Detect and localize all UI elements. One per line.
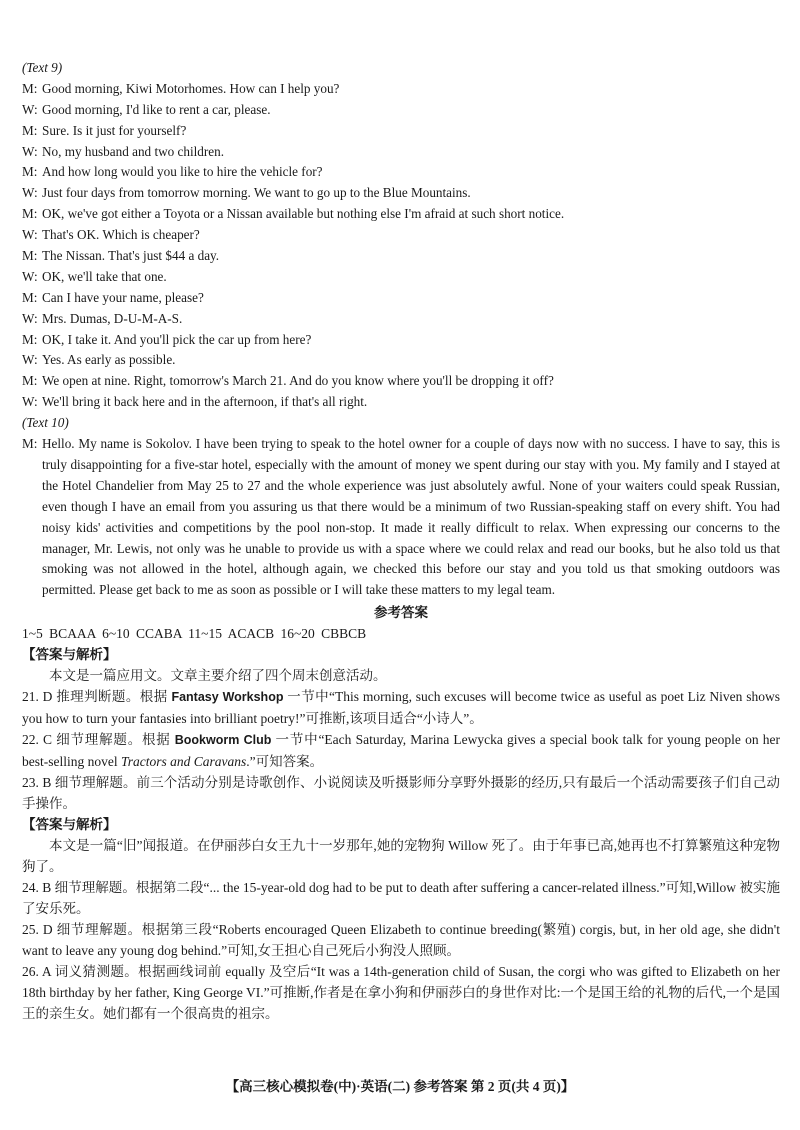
dialogue-text: Sure. Is it just for yourself? [42, 122, 187, 138]
dialogue-text: And how long would you like to hire the vehicle for? [42, 164, 323, 180]
document-page [22, 58, 780, 1024]
dialogue-line [22, 121, 780, 142]
speaker-label: M: [22, 164, 38, 180]
page-footer: 【高三核心模拟卷(中)·英语(二) 参考答案 第 2 页(共 4 页)】 [225, 1079, 575, 1094]
q21-keyword: Fantasy Workshop [171, 690, 284, 705]
dialogue-line [22, 371, 780, 392]
explanation-tag-2: 【答案与解析】 [22, 817, 117, 833]
dialogue-text: Good morning, I'd like to rent a car, please. [42, 101, 271, 117]
dialogue-text: Yes. As early as possible. [42, 352, 176, 368]
speaker-label: W: [22, 310, 38, 326]
dialogue-line [22, 288, 780, 309]
speaker-label: W: [22, 227, 38, 243]
dialogue-line [22, 267, 780, 288]
dialogue-line [22, 246, 780, 267]
dialogue-text: OK, we've got either a Toyota or a Nissan available but nothing else I'm afraid at such short notice. [42, 206, 565, 222]
dialogue-text: We'll bring it back here and in the afternoon, if that's all right. [42, 394, 368, 410]
speaker-label: W: [22, 185, 38, 201]
answer-key: 1~5 BCAAA 6~10 CCABA 11~15 ACACB 16~20 CBBCB [22, 626, 367, 642]
dialogue-text: Mrs. Dumas, D-U-M-A-S. [42, 310, 183, 326]
speaker-label: M: [22, 331, 38, 347]
dialogue-line [22, 100, 780, 121]
dialogue-line [22, 350, 780, 371]
speaker-label: M: [22, 373, 38, 389]
q22-keyword: Bookworm Club [174, 733, 272, 748]
explanation-25: 25. D 细节理解题。根据第三段“Roberts encouraged Queen Elizabeth to continue breeding(繁殖) corgis, but, in her old age, she didn't want to leave any young dog behind.”可知,女王担心自己死后小狗没人照顾。 [22, 922, 780, 959]
speaker-label: W: [22, 101, 38, 117]
q22-mid: 一节中“Each Saturday, Marina Lewycka gives a special book talk for young people on her best-selling novel [22, 732, 780, 770]
dialogue-text: The Nissan. That's just $44 a day. [42, 248, 220, 264]
text9-label: (Text 9) [22, 60, 63, 75]
speaker-label: W: [22, 268, 38, 284]
text10-monologue [22, 434, 780, 601]
text9-dialogue [22, 79, 780, 413]
speaker-label: W: [22, 352, 38, 368]
speaker-label: M: [22, 80, 38, 96]
dialogue-line [22, 142, 780, 163]
dialogue-text: OK, I take it. And you'll pick the car up from here? [42, 331, 312, 347]
dialogue-text: Can I have your name, please? [42, 289, 204, 305]
dialogue-line [22, 183, 780, 204]
q22-book-title: Tractors and Caravans [120, 754, 247, 770]
dialogue-text: Good morning, Kiwi Motorhomes. How can I help you? [42, 80, 340, 96]
dialogue-line [22, 204, 780, 225]
speaker-label: M: [22, 122, 38, 138]
text10-body: Hello. My name is Sokolov. I have been trying to speak to the hotel owner for a couple of days now with no success. I have to say, this is truly disappointing for a five-star hotel, especially with the amount of money we spent during our stay with you. My family and I stayed at the Hotel Chandelier from May 25 to 27 and the whole experience was just absolutely awful. None of your waiters could speak Russian, even though I have an email from you assuring us that there would be a minimum of two Russian-speaking staff on every shift. You had noisy kids' activities and competitions by the pool non-stop. It made it really difficult to relax. When expressing our concerns to the manager, Mr. Lewis, not only was he unable to provide us with a space where we could relax and read our books, but he also told us that smoking was not allowed in the hotel, although again, we checked this before our stay and you told us that smoking outdoors was permitted. Please get back to me as soon as possible or I will take these matters to my legal team. [42, 436, 780, 598]
explanation-22 [22, 729, 780, 772]
passage-intro-2: 本文是一篇“旧”闻报道。在伊丽莎白女王九十一岁那年,她的宠物狗 Willow 死了。由于年事已高,她再也不打算繁殖这种宠物狗了。 [22, 838, 780, 875]
speaker-label: M: [22, 289, 38, 305]
dialogue-line [22, 225, 780, 246]
text10-speaker: M: [22, 436, 38, 452]
dialogue-line [22, 79, 780, 100]
q21-prefix: 21. D 推理判断题。根据 [22, 689, 172, 705]
explanation-24: 24. B 细节理解题。根据第二段“... the 15-year-old dog had to be put to death after suffering a cancer-related illness.”可知,Willow 被实施了安乐死。 [22, 880, 780, 917]
explanation-tag-1: 【答案与解析】 [22, 647, 117, 663]
text10-label: (Text 10) [22, 415, 69, 431]
dialogue-line [22, 309, 780, 330]
answers-heading: 参考答案 [374, 605, 428, 621]
dialogue-line [22, 162, 780, 183]
passage-intro-1: 本文是一篇应用文。文章主要介绍了四个周末创意活动。 [49, 668, 387, 684]
dialogue-text: That's OK. Which is cheaper? [42, 227, 200, 243]
dialogue-text: We open at nine. Right, tomorrow's March 21. And do you know where you'll be dropping it off? [42, 373, 554, 389]
q22-rest: .”可知答案。 [246, 754, 324, 770]
explanation-26: 26. A 词义猜测题。根据画线词前 equally 及空后“It was a 14th-generation child of Susan, the corgi who was gifted to Elizabeth on her 18th birthday by her father, King George VI.”可推断,作者是在拿小狗和伊丽莎白的身世作对比:一个是国王给的礼物的后代,一个是国王的亲生女。她们都有一个很高贵的祖宗。 [22, 964, 780, 1022]
dialogue-line [22, 330, 780, 351]
q22-prefix: 22. C 细节理解题。根据 [22, 732, 175, 748]
dialogue-line [22, 392, 780, 413]
speaker-label: M: [22, 206, 38, 222]
speaker-label: M: [22, 248, 38, 264]
explanation-23: 23. B 细节理解题。前三个活动分别是诗歌创作、小说阅读及听摄影师分享野外摄影的经历,只有最后一个活动需要孩子们自己动手操作。 [22, 775, 780, 812]
speaker-label: W: [22, 143, 38, 159]
speaker-label: W: [22, 394, 38, 410]
dialogue-text: OK, we'll take that one. [42, 268, 167, 284]
dialogue-text: No, my husband and two children. [42, 143, 225, 159]
explanation-21 [22, 686, 780, 729]
dialogue-text: Just four days from tomorrow morning. We want to go up to the Blue Mountains. [42, 185, 471, 201]
q21-rest: 一节中“This morning, such excuses will become twice as useful as poet Liz Niven shows you how to turn your fantasies into brilliant poetry!”可推断,该项目适合“小诗人”。 [22, 689, 780, 727]
